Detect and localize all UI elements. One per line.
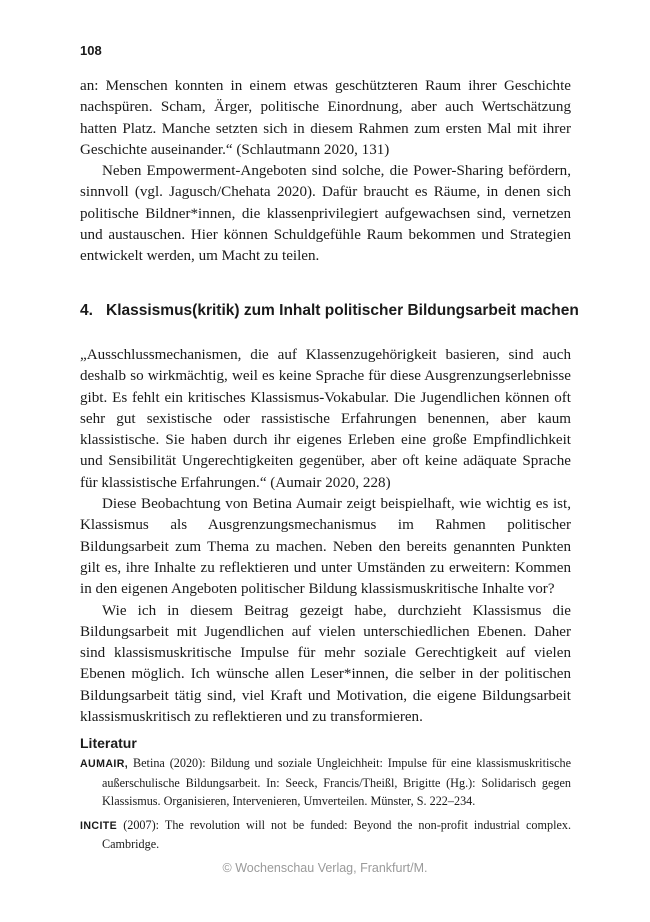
reference-list xyxy=(80,754,571,859)
section-heading xyxy=(80,302,580,320)
reference-author: AUMAIR, xyxy=(80,758,129,770)
reference-entry xyxy=(80,754,571,811)
intro-paragraph: an: Menschen konnten in einem etwas geschützteren Raum ihrer Geschichte nachspüren. Scham, Ärger, politische Einordnung, aber auch Wertschätzung hatten Platz. Manche setzten sich in diesem Rahmen zum ersten Mal mit ihrer Geschichte auseinander.“ (Schlautmann 2020, 131) xyxy=(80,78,571,158)
section-paragraph: Wie ich in diesem Beitrag gezeigt habe, durchzieht Klassismus die Bildungsarbeit mit Jugendlichen auf vielen unterschiedlichen Ebenen. Daher sind klassismuskritische Impulse für mehr soziale Gerechtigkeit auf vielen Ebenen möglich. Ich wünsche allen Leser*innen, die selber in der politischen Bildungsarbeit tätig sind, viel Kraft und Motivation, die eigene Bildungsarbeit klassismuskritisch zu reflektieren und zu transformieren. xyxy=(80,602,571,726)
section-paragraph: Diese Beobachtung von Betina Aumair zeigt beispielhaft, wie wichtig es ist, Klassismus als Ausgrenzungsmechanismus im Rahmen politischer Bildungsarbeit zum Thema zu machen. Neben den bereits genannten Punkten gilt es, ihre Inhalte zu reflektieren und unter Umständen zu erweitern: Kommen in den eigenen Angeboten politischer Bildung klassismuskritische Inhalte vor? xyxy=(80,496,571,598)
section-number: 4. xyxy=(80,302,93,319)
reference-text: (2007): The revolution will not be funded: Beyond the non-profit industrial complex. Cambridge. xyxy=(102,817,572,852)
intro-paragraph: Neben Empowerment-Angeboten sind solche, die Power-Sharing befördern, sinnvoll (vgl. Jagusch/Chehata 2020). Dafür braucht es Räume, in denen sich politische Bildner*innen, die klassenprivilegiert aufgewachsen sind, vernetzen und austauschen. Hier können Schuldgefühle Raum bekommen und Strategien entwickelt werden, um Macht zu teilen. xyxy=(80,163,571,265)
block-quote: „Ausschlussmechanismen, die auf Klassenzugehörigkeit basieren, sind auch deshalb so wirkmächtig, weil es keine Sprache für diese Ausgrenzungserlebnisse gibt. Es fehlt ein kritisches Klassismus-Vokabular. Die Jugendlichen können oft sehr gut sexistische oder rassistische Erfahrungen benennen, aber kaum klassistische. Sie haben durch ihr eigenes Erleben eine große Empfindlichkeit und Sensibilität Ungerechtigkeiten gegenüber, aber oft keine adäquate Sprache für klassistische Erfahrungen.“ (Aumair 2020, 228) xyxy=(80,347,571,491)
literature-heading: Literatur xyxy=(80,735,137,751)
reference-author: INCITE xyxy=(80,819,118,832)
page-number: 108 xyxy=(80,43,102,58)
copyright-footer: © Wochenschau Verlag, Frankfurt/M. xyxy=(222,861,428,875)
reference-text: Betina (2020): Bildung und soziale Ungleichheit: Impulse für eine klassismuskritische außerschulische Bildungsarbeit. In: Seeck, Francis/Theißl, Brigitte (Hg.): Solidarisch gegen Klassismus. Organisieren, Intervenieren, Umverteilen. Münster, S. 222–234. xyxy=(102,756,571,809)
intro-text-block xyxy=(80,76,571,268)
section-title: Klassismus(kritik) zum Inhalt politischer Bildungsarbeit machen xyxy=(106,302,579,319)
section-text-block xyxy=(80,345,571,728)
reference-entry xyxy=(80,816,571,854)
